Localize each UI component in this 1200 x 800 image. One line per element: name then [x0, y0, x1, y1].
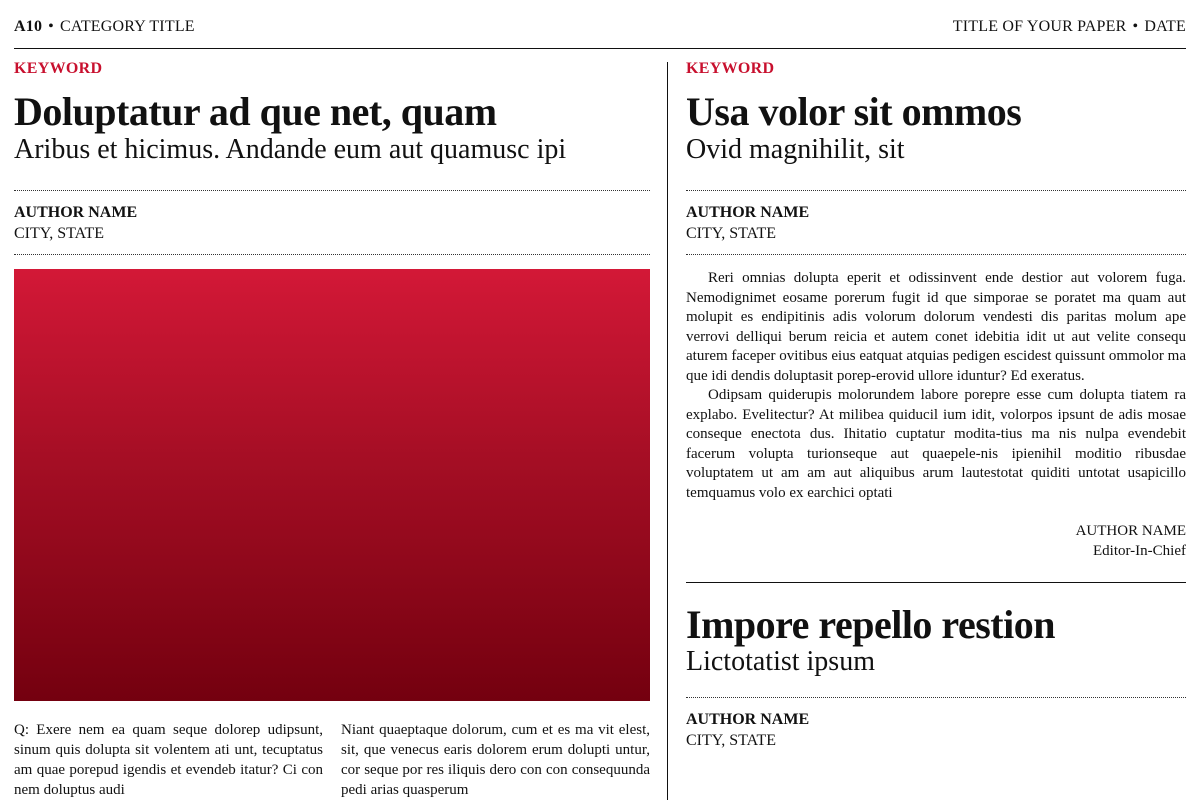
story-headline: Doluptatur ad que net, quam: [14, 89, 497, 134]
body-paragraph: Odipsam quiderupis molorundem labore porepre esse cum dolupta tiatem ra explabo. Evelitectur? At milibea quiducil ium idit, volorpos ipsunt de adis mosae conseque enectota dus. Ihitatio cuptatur modita-tius ma nis nulpa evendebit facerum volupta turionseque aut quaepele-nis ipienihil moditio ribusdae voluptatem ut am am aut aliquibus arum lautestotat quiditi untotat usapicillo temquamus volo ex earchici optati: [686, 387, 1186, 501]
story-photo-placeholder: [14, 269, 650, 701]
second-story: [686, 603, 1186, 752]
author-name: AUTHOR NAME: [686, 711, 810, 728]
editorial-signature: [686, 521, 1186, 561]
right-column: [686, 60, 1186, 752]
editorial-body: [686, 269, 1186, 503]
category-title: CATEGORY TITLE: [59, 18, 195, 35]
dotted-rule: [686, 697, 1186, 698]
issue-date: DATE: [1144, 18, 1186, 35]
left-story-body: [14, 720, 650, 800]
author-name: AUTHOR NAME: [14, 204, 138, 221]
masthead-rule: [14, 48, 1186, 49]
body-column-1: Q: Exere nem ea quam seque dolorep udipsunt, sinum quis dolupta sit volentem ati unt, tecuptatus am quae porepud igendis et evendeb itatur? Ci con nem doluptus audi: [14, 722, 323, 798]
story-dek: Lictotatist ipsum: [686, 646, 875, 677]
signature-title: Editor-In-Chief: [1092, 543, 1186, 559]
dotted-rule: [686, 254, 1186, 255]
story-keyword: KEYWORD: [686, 60, 775, 77]
author-city: CITY, STATE: [14, 225, 104, 242]
story-dek: Aribus et hicimus. Andande eum aut quamusc ipi: [14, 134, 567, 165]
author-city: CITY, STATE: [686, 225, 776, 242]
body-column-2: Niant quaeptaque dolorum, cum et es ma vit elest, sit, que venecus earis dolorem erum dolupti untur, cor seque por res iliquis dero con con consequunda pedi arias quasperum: [341, 722, 650, 798]
separator-dot: •: [1132, 18, 1139, 35]
dotted-rule: [14, 254, 650, 255]
left-story: [14, 60, 650, 255]
signature-name: AUTHOR NAME: [1075, 523, 1186, 539]
story-headline: Impore repello restion: [686, 602, 1055, 647]
story-headline: Usa volor sit ommos: [686, 89, 1022, 134]
author-city: CITY, STATE: [686, 732, 776, 749]
author-name: AUTHOR NAME: [686, 204, 810, 221]
column-divider: [667, 62, 668, 800]
section-rule: [686, 582, 1186, 583]
body-paragraph: Reri omnias dolupta eperit et odissinvent ende destior aut volorem fuga. Nemodignimet eosame porerum fugit id que simporae se poratet ma quam aut molupit es endipitinis adis volorum dolorum vendesti dis paritas molum ape verrovi delliqui berum reicia et autem conet idebitia idit ut aut velite consequ aturem faceper ovitibus eius eatquat atquias pedigen escidest quissunt ommolor ma que idi dendis doluptasit porep-erovid ullore iduntur? Ed exeratus.: [686, 270, 1186, 384]
story-keyword: KEYWORD: [14, 60, 103, 77]
masthead-left: [14, 18, 195, 40]
story-dek: Ovid magnihilit, sit: [686, 134, 905, 165]
masthead: [14, 18, 1186, 40]
page-number: A10: [14, 18, 43, 35]
separator-dot: •: [48, 18, 54, 35]
dotted-rule: [686, 190, 1186, 191]
paper-title: TITLE OF YOUR PAPER: [952, 18, 1127, 35]
dotted-rule: [14, 190, 650, 191]
masthead-right: [953, 18, 1186, 40]
